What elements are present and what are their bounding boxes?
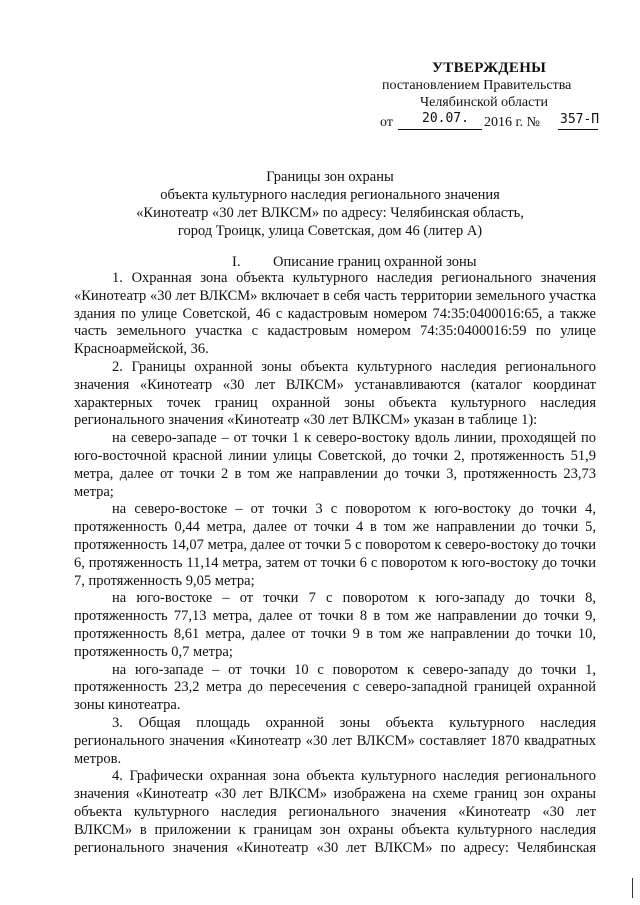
title-line-2: объекта культурного наследия регионального значения [160,187,500,203]
decree-number: 357-П [560,112,600,127]
approval-date-line [380,112,610,132]
paragraph-southwest: на юго-западе – от точки 10 с поворотом к северо-западу до точки 1, протяженность 23,2 метра до пересечения с северо-западной границей охранной зоны кинотеатра. [74,661,596,714]
date-day: 20.07. [422,111,469,126]
paragraph-2: 2. Границы охранной зоны объекта культурного наследия регионального значения «Кинотеатр «30 лет ВЛКСМ» устанавливаются (каталог координат характерных точек границ охранной зоны объекта культурного наследия регионального значения «Кинотеатр «30 лет ВЛКСМ» указан в таблице 1): [74,358,596,429]
title-line-4: город Троицк, улица Советская, дом 46 (литер А) [177,223,483,239]
approval-block [380,60,610,132]
title-line-3: «Кинотеатр «30 лет ВЛКСМ» по адресу: Челябинская область, [136,205,524,221]
approval-region: Челябинской области [420,95,548,110]
date-year: 2016 г. № [484,115,541,130]
paragraph-4: 4. Графически охранная зона объекта культурного наследия регионального значения «Кинотеатр «30 лет ВЛКСМ» изображена на схеме границ зон охраны объекта культурного наследия регионального значения «Кинотеатр «30 лет ВЛКСМ» в приложении к границам зон охраны объекта культурного наследия регионального значения «Кинотеатр «30 лет ВЛКСМ» по адресу: Челябинская [74,768,596,856]
scan-edge-mark [632,878,633,898]
approval-authority: постановлением Правительства [382,78,572,93]
paragraph-northeast: на северо-востоке – от точки 3 с поворотом к юго-востоку до точки 4, протяженность 0,44 метра, далее от точки 4 в том же направлении до точки 5, протяженность 14,07 метра, далее от точки 5 с поворотом к северо-востоку до точки 6, протяженность 11,14 метра, затем от точки 6 с поворотом к юго-востоку до точки 7, протяженность 9,05 метра; [74,501,596,589]
paragraph-northwest: на северо-западе – от точки 1 к северо-востоку вдоль линии, проходящей по юго-восточной красной линии улицы Советской, до точки 2, протяженность 51,9 метра, далее от точки 2 в том же направлении до точки 3, протяженность 23,73 метра; [74,430,596,500]
section-number: I. [232,254,241,270]
document-title [60,168,600,240]
section-title: Описание границ охранной зоны [273,254,477,270]
document-body [74,270,596,857]
paragraph-3: 3. Общая площадь охранной зоны объекта культурного наследия регионального значения «Кинотеатр «30 лет ВЛКСМ» составляет 1870 квадратных метров. [74,714,596,767]
paragraph-1: 1. Охранная зона объекта культурного наследия регионального значения «Кинотеатр «30 лет ВЛКСМ» включает в себя часть территории земельного участка здания по улице Советской, 46 с кадастровым номером 74:35:0400016:65, а также часть земельного участка с кадастровым номером 74:35:0400016:59 по улице Красноармейской, 36. [74,270,596,358]
title-line-1: Границы зон охраны [266,169,394,185]
paragraph-southeast: на юго-востоке – от точки 7 с поворотом к юго-западу до точки 8, протяженность 77,13 метра, далее от точки 8 в том же направлении до точки 9, протяженность 8,61 метра, далее от точки 9 в том же направлении до точки 10, протяженность 0,7 метра; [74,590,596,660]
approval-heading: УТВЕРЖДЕНЫ [432,60,547,76]
date-prefix: от [380,115,393,130]
